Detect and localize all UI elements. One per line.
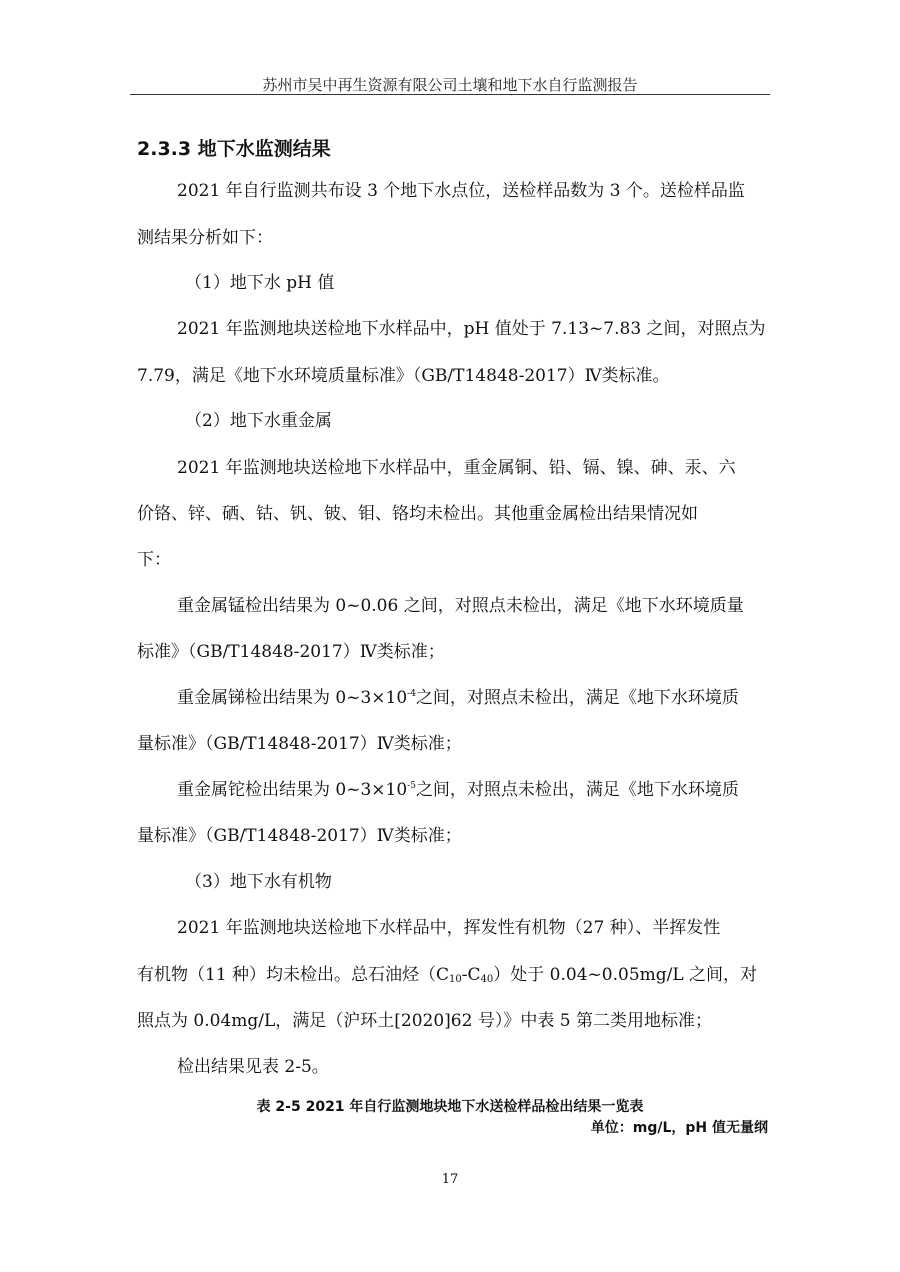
line-text: 之间，对照点未检出，满足《地下水环境质 xyxy=(415,780,739,800)
header-divider xyxy=(130,94,770,95)
table-unit-note: 单位：mg/L，pH 值无量纲 xyxy=(590,1120,768,1136)
subheading-heavy-metals: （2）地下水重金属 xyxy=(185,411,332,431)
line-text: 有机物（11 种）均未检出。总石油烃（C xyxy=(137,965,450,985)
table-caption: 表 2-5 2021 年自行监测地块地下水送检样品检出结果一览表 xyxy=(256,1099,644,1115)
exponent: -5 xyxy=(407,781,416,791)
line-text: -C xyxy=(461,965,481,985)
subheading-organics: （3）地下水有机物 xyxy=(185,872,332,892)
page-header: 苏州市吴中再生资源有限公司土壤和地下水自行监测报告 xyxy=(262,76,638,94)
exponent: -4 xyxy=(407,689,416,699)
paragraph-line: 照点为 0.04mg/L，满足（沪环土[2020]62 号）》中表 5 第二类用地标准； xyxy=(137,1011,712,1031)
paragraph-line: 价铬、锌、硒、钴、钒、铍、钼、铬均未检出。其他重金属检出结果情况如 xyxy=(137,504,698,524)
subheading-ph: （1）地下水 pH 值 xyxy=(185,273,335,293)
paragraph-line: 7.79，满足《地下水环境质量标准》（GB/T14848-2017）Ⅳ类标准。 xyxy=(137,366,670,386)
paragraph-line: 2021 年监测地块送检地下水样品中，pH 值处于 7.13~7.83 之间，对照点为 xyxy=(177,319,766,339)
section-heading: 2.3.3 地下水监测结果 xyxy=(137,138,331,160)
paragraph-line: 测结果分析如下： xyxy=(137,228,273,248)
paragraph-line: 重金属锰检出结果为 0~0.06 之间，对照点未检出，满足《地下水环境质量 xyxy=(177,596,744,616)
paragraph-line: 2021 年自行监测共布设 3 个地下水点位，送检样品数为 3 个。送检样品监 xyxy=(177,181,745,201)
paragraph-line xyxy=(177,782,739,799)
page-number: 17 xyxy=(441,1172,459,1187)
line-text: 重金属锑检出结果为 0~3×10 xyxy=(177,688,408,708)
paragraph-line xyxy=(137,967,757,985)
line-text: 重金属铊检出结果为 0~3×10 xyxy=(177,780,408,800)
line-text: ）处于 0.04~0.05mg/L 之间，对 xyxy=(493,965,758,985)
paragraph-line: 量标准》（GB/T14848-2017）Ⅳ类标准； xyxy=(137,826,462,846)
subscript: 40 xyxy=(480,974,494,985)
paragraph-line: 检出结果见表 2-5。 xyxy=(177,1057,329,1077)
subscript: 10 xyxy=(449,974,462,985)
paragraph-line: 2021 年监测地块送检地下水样品中，重金属铜、铅、镉、镍、砷、汞、六 xyxy=(177,458,736,478)
paragraph-line xyxy=(177,690,739,707)
paragraph-line: 2021 年监测地块送检地下水样品中，挥发性有机物（27 种）、半挥发性 xyxy=(177,918,721,938)
paragraph-line: 下： xyxy=(137,550,171,570)
paragraph-line: 标准》（GB/T14848-2017）Ⅳ类标准； xyxy=(137,642,445,662)
paragraph-line: 量标准》（GB/T14848-2017）Ⅳ类标准； xyxy=(137,734,462,754)
line-text: 之间，对照点未检出，满足《地下水环境质 xyxy=(415,688,739,708)
